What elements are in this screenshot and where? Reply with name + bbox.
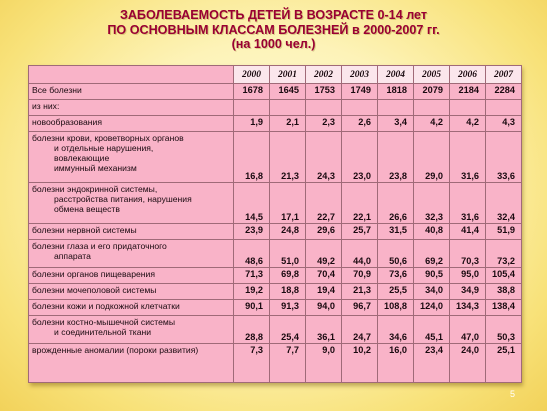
value-cell-2005: 34,0 (414, 283, 450, 299)
row-label-cell (29, 267, 234, 283)
value-cell-2001: 2,1 (270, 116, 306, 132)
value-cell-2007: 105,4 (486, 267, 522, 283)
value-cell-2004: 34,6 (378, 316, 414, 344)
value-cell-2003: 23,0 (342, 132, 378, 183)
value-cell-2005: 40,8 (414, 223, 450, 239)
value-cell-2006: 4,2 (450, 116, 486, 132)
value-cell-2000: 1,9 (234, 116, 270, 132)
row-label-line: вовлекающие (54, 153, 110, 164)
value-cell-2003: 1749 (342, 84, 378, 100)
value-cell-2005: 45,1 (414, 316, 450, 344)
value-cell-2000: 23,9 (234, 223, 270, 239)
table-row (29, 344, 522, 383)
table-row (29, 182, 522, 223)
row-label-cell (29, 132, 234, 183)
value-cell-2004: 16,0 (378, 344, 414, 383)
page-number: 5 (509, 389, 515, 399)
value-cell-2001: 18,8 (270, 283, 306, 299)
value-cell-2005 (414, 100, 450, 116)
value-cell-2007: 50,3 (486, 316, 522, 344)
row-label-line: болезни эндокринной системы, (32, 183, 158, 194)
value-cell-2002: 24,3 (306, 132, 342, 183)
value-cell-2001: 25,4 (270, 316, 306, 344)
value-cell-2000 (234, 100, 270, 116)
value-cell-2002: 94,0 (306, 300, 342, 316)
value-cell-2007: 138,4 (486, 300, 522, 316)
row-label-cell (29, 239, 234, 267)
value-cell-2003: 21,3 (342, 283, 378, 299)
value-cell-2005: 4,2 (414, 116, 450, 132)
value-cell-2002: 29,6 (306, 223, 342, 239)
row-label-cell (29, 300, 234, 316)
value-cell-2007: 51,9 (486, 223, 522, 239)
table-body (29, 84, 522, 383)
value-cell-2001: 1645 (270, 84, 306, 100)
value-cell-2001: 91,3 (270, 300, 306, 316)
row-label-cell (29, 84, 234, 100)
year-header-2002: 2002 (306, 66, 342, 84)
value-cell-2006: 47,0 (450, 316, 486, 344)
table-row (29, 223, 522, 239)
row-label-line: болезни костно-мышечной системы (32, 317, 176, 328)
value-cell-2003: 70,9 (342, 267, 378, 283)
row-label-line: и соединительной ткани (54, 327, 152, 338)
year-header-2003: 2003 (342, 66, 378, 84)
row-label-line: и отдельные нарушения, (54, 143, 154, 154)
value-cell-2004: 73,6 (378, 267, 414, 283)
row-label-cell (29, 223, 234, 239)
value-cell-2006 (450, 100, 486, 116)
value-cell-2001 (270, 100, 306, 116)
value-cell-2003: 2,6 (342, 116, 378, 132)
year-header-2007: 2007 (486, 66, 522, 84)
value-cell-2002: 9,0 (306, 344, 342, 383)
value-cell-2007: 4,3 (486, 116, 522, 132)
row-label-line: расстройства питания, нарушения (54, 193, 192, 204)
year-header-2004: 2004 (378, 66, 414, 84)
value-cell-2001: 24,8 (270, 223, 306, 239)
value-cell-2000: 28,8 (234, 316, 270, 344)
value-cell-2007: 73,2 (486, 239, 522, 267)
row-label-line: болезни крови, кроветворных органов (32, 133, 184, 144)
title-line-1: ЗАБОЛЕВАЕМОСТЬ ДЕТЕЙ В ВОЗРАСТЕ 0-14 лет (119, 8, 428, 22)
table-row (29, 116, 522, 132)
value-cell-2006: 95,0 (450, 267, 486, 283)
morbidity-table-container (28, 65, 521, 383)
value-cell-2004: 1818 (378, 84, 414, 100)
row-label-line: болезни глаза и его придаточного (32, 240, 167, 251)
value-cell-2006: 134,3 (450, 300, 486, 316)
row-label-line: болезни кожи и подкожной клетчатки (32, 301, 180, 312)
value-cell-2003: 25,7 (342, 223, 378, 239)
value-cell-2000: 19,2 (234, 283, 270, 299)
row-label-line: аппарата (54, 250, 91, 261)
value-cell-2004: 26,6 (378, 182, 414, 223)
value-cell-2005: 69,2 (414, 239, 450, 267)
value-cell-2005: 2079 (414, 84, 450, 100)
row-label-cell (29, 344, 234, 383)
table-row (29, 84, 522, 100)
table-row (29, 300, 522, 316)
year-header-2000: 2000 (234, 66, 270, 84)
value-cell-2001: 7,7 (270, 344, 306, 383)
value-cell-2001: 21,3 (270, 132, 306, 183)
value-cell-2002: 2,3 (306, 116, 342, 132)
row-label-cell (29, 182, 234, 223)
value-cell-2006: 24,0 (450, 344, 486, 383)
value-cell-2001: 69,8 (270, 267, 306, 283)
value-cell-2006: 31,6 (450, 132, 486, 183)
value-cell-2002: 22,7 (306, 182, 342, 223)
row-label-cell (29, 116, 234, 132)
value-cell-2004 (378, 100, 414, 116)
value-cell-2004: 23,8 (378, 132, 414, 183)
row-label-line: из них: (32, 101, 60, 112)
slide-title (0, 8, 547, 52)
value-cell-2003: 24,7 (342, 316, 378, 344)
value-cell-2000: 7,3 (234, 344, 270, 383)
value-cell-2006: 70,3 (450, 239, 486, 267)
year-header-2005: 2005 (414, 66, 450, 84)
value-cell-2004: 25,5 (378, 283, 414, 299)
table-row (29, 316, 522, 344)
value-cell-2005: 23,4 (414, 344, 450, 383)
year-header-2001: 2001 (270, 66, 306, 84)
value-cell-2007 (486, 100, 522, 116)
value-cell-2005: 90,5 (414, 267, 450, 283)
value-cell-2007: 32,4 (486, 182, 522, 223)
title-line-3: (на 1000 чел.) (231, 37, 316, 51)
value-cell-2005: 32,3 (414, 182, 450, 223)
table-row (29, 132, 522, 183)
value-cell-2006: 31,6 (450, 182, 486, 223)
row-label-line: болезни органов пищеварения (32, 268, 155, 279)
value-cell-2001: 17,1 (270, 182, 306, 223)
value-cell-2007: 33,6 (486, 132, 522, 183)
value-cell-2000: 16,8 (234, 132, 270, 183)
value-cell-2007: 25,1 (486, 344, 522, 383)
title-line-2: ПО ОСНОВНЫМ КЛАССАМ БОЛЕЗНЕЙ в 2000-2007 гг. (107, 22, 440, 37)
row-label-line: болезни мочеполовой системы (32, 284, 157, 295)
value-cell-2002 (306, 100, 342, 116)
value-cell-2002: 49,2 (306, 239, 342, 267)
value-cell-2005: 29,0 (414, 132, 450, 183)
row-label-cell (29, 316, 234, 344)
table-row (29, 267, 522, 283)
value-cell-2003: 96,7 (342, 300, 378, 316)
value-cell-2006: 2184 (450, 84, 486, 100)
value-cell-2004: 3,4 (378, 116, 414, 132)
morbidity-table (28, 65, 522, 383)
row-label-line: врожденные аномалии (пороки развития) (32, 345, 199, 356)
table-corner-cell (29, 66, 234, 84)
value-cell-2007: 2284 (486, 84, 522, 100)
value-cell-2001: 51,0 (270, 239, 306, 267)
table-row (29, 239, 522, 267)
table-header-row (29, 66, 522, 84)
value-cell-2000: 71,3 (234, 267, 270, 283)
value-cell-2003: 22,1 (342, 182, 378, 223)
year-header-2006: 2006 (450, 66, 486, 84)
value-cell-2003: 44,0 (342, 239, 378, 267)
row-label-line: новообразования (32, 117, 103, 128)
row-label-line: иммунный механизм (54, 163, 137, 174)
value-cell-2000: 48,6 (234, 239, 270, 267)
value-cell-2000: 14,5 (234, 182, 270, 223)
value-cell-2002: 70,4 (306, 267, 342, 283)
value-cell-2000: 90,1 (234, 300, 270, 316)
value-cell-2006: 34,9 (450, 283, 486, 299)
table-row (29, 100, 522, 116)
value-cell-2007: 38,8 (486, 283, 522, 299)
row-label-line: болезни нервной системы (32, 224, 137, 235)
value-cell-2002: 36,1 (306, 316, 342, 344)
row-label-line: Все болезни (32, 85, 82, 95)
value-cell-2002: 1753 (306, 84, 342, 100)
value-cell-2000: 1678 (234, 84, 270, 100)
row-label-line: обмена веществ (54, 203, 120, 214)
value-cell-2002: 19,4 (306, 283, 342, 299)
value-cell-2004: 50,6 (378, 239, 414, 267)
row-label-cell (29, 100, 234, 116)
row-label-cell (29, 283, 234, 299)
value-cell-2005: 124,0 (414, 300, 450, 316)
table-row (29, 283, 522, 299)
value-cell-2006: 41,4 (450, 223, 486, 239)
value-cell-2004: 108,8 (378, 300, 414, 316)
value-cell-2003 (342, 100, 378, 116)
value-cell-2004: 31,5 (378, 223, 414, 239)
value-cell-2003: 10,2 (342, 344, 378, 383)
